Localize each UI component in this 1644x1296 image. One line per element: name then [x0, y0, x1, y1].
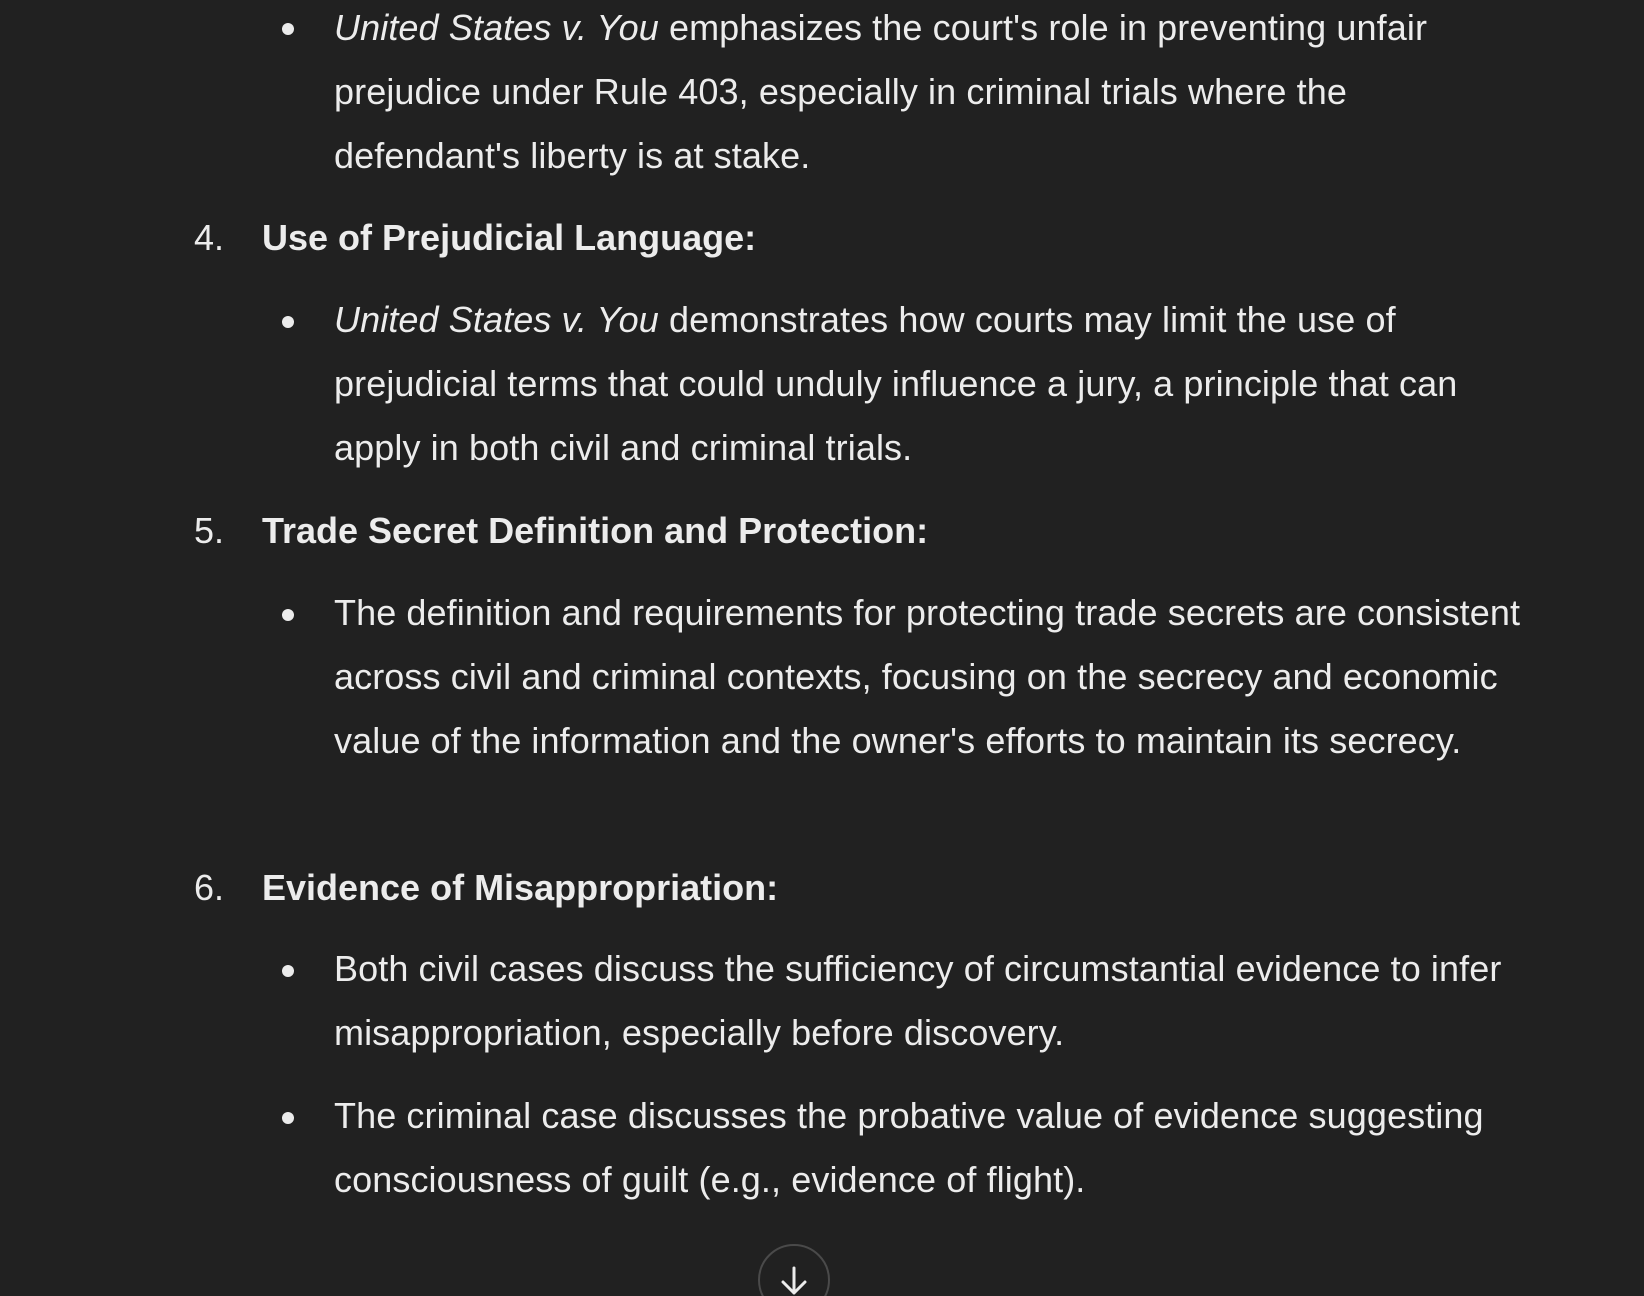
arrow-down-icon [777, 1264, 811, 1296]
bullet-text: United States v. You emphasizes the court's role in preventing unfair prejudice under Rule 403, especially in criminal trials where the defendant's liberty is at stake. [334, 7, 1428, 176]
bullet-icon [282, 316, 294, 328]
case-name: United States v. You [334, 7, 659, 48]
list-title: Evidence of Misappropriation: [262, 867, 779, 908]
list-title: Trade Secret Definition and Protection: [262, 510, 929, 551]
bullet-text: Both civil cases discuss the sufficiency of circumstantial evidence to infer misappropriation, especially before discovery. [334, 948, 1502, 1053]
list-title: Use of Prejudicial Language: [262, 217, 757, 258]
bullet-text: United States v. You demonstrates how courts may limit the use of prejudicial terms that could unduly influence a jury, a principle that can apply in both civil and criminal trials. [334, 299, 1458, 468]
case-name: United States v. You [334, 299, 659, 340]
list-heading-4 [0, 206, 1644, 270]
list-heading-5 [0, 499, 1644, 563]
list-number: 5. [194, 510, 225, 551]
bullet-text: The criminal case discusses the probative value of evidence suggesting consciousness of guilt (e.g., evidence of flight). [334, 1095, 1484, 1200]
list-number: 4. [194, 217, 225, 258]
list-heading-6 [0, 856, 1644, 920]
bullet-icon [282, 23, 294, 35]
list-number: 6. [194, 867, 225, 908]
bullet-icon [282, 965, 294, 977]
bullet-text: The definition and requirements for protecting trade secrets are consistent across civil and criminal contexts, focusing on the secrecy and economic value of the information and the owner's efforts to maintain its secrecy. [334, 592, 1521, 761]
bullet-icon [282, 1112, 294, 1124]
bullet-icon [282, 609, 294, 621]
